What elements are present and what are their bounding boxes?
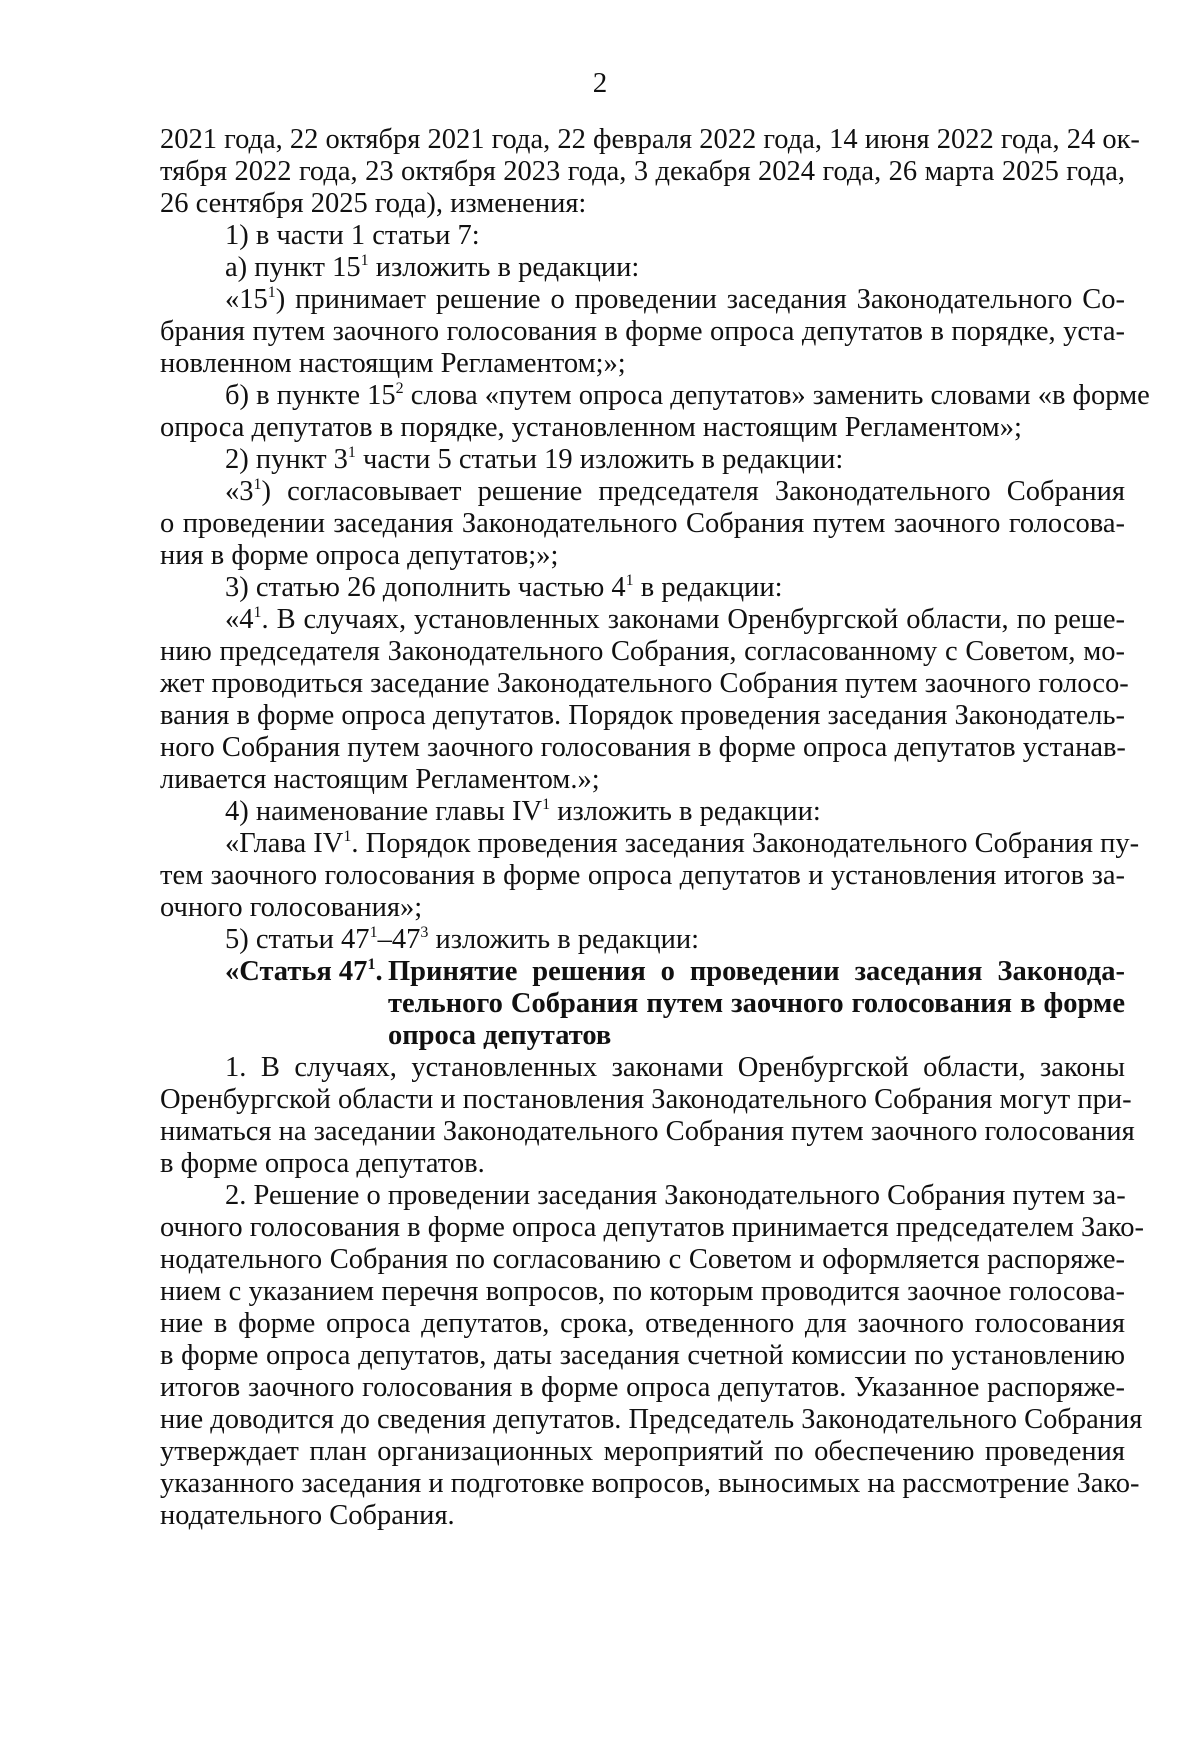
text-line: опроса депутатов в порядке, установленном настоящим Регламентом»; (160, 412, 1022, 443)
text-line: Оренбургской области и постановления Законодательного Собрания могут при- (160, 1084, 1132, 1115)
text-fragment: –47 (377, 924, 421, 955)
heading-line (160, 988, 1125, 1020)
text-line: итогов заочного голосования в форме опроса депутатов. Указанное распоряже- (160, 1372, 1125, 1403)
text-fragment: . (375, 956, 383, 987)
article-text (160, 1052, 1145, 1532)
text-fragment: б) в пункте 15 (225, 380, 396, 411)
superscript: 2 (395, 380, 404, 397)
text-fragment: ) принимает решение о проведении заседания Законодательного Со- (275, 284, 1125, 315)
text-fragment: «4 (225, 604, 254, 635)
text-line: тем заочного голосования в форме опроса депутатов и установления итогов за- (160, 860, 1125, 891)
text-line: жет проводиться заседание Законодательного Собрания путем заочного голосо- (160, 668, 1129, 699)
text-fragment: ) согласовывает решение председателя Законодательного Собрания (261, 476, 1125, 507)
text-fragment: . Порядок проведения заседания Законодательного Собрания пу- (351, 828, 1140, 859)
text-fragment: 2) пункт 3 (225, 444, 348, 475)
article-heading (160, 956, 1125, 1052)
text-fragment: «3 (225, 476, 254, 507)
article-number (160, 956, 388, 988)
text-line (160, 572, 1125, 604)
heading-line (160, 956, 1125, 988)
amendments-list (160, 124, 1150, 956)
heading-line (160, 1020, 1125, 1052)
text-line: ние в форме опроса депутатов, срока, отведенного для заочного голосования (160, 1308, 1125, 1339)
text-line (160, 444, 1125, 476)
text-line (160, 380, 1150, 412)
text-line: нием с указанием перечня вопросов, по которым проводится заочное голосова- (160, 1276, 1125, 1307)
superscript: 1 (253, 604, 262, 621)
page-number: 2 (592, 67, 608, 99)
superscript: 1 (347, 444, 356, 461)
text-line (160, 604, 1125, 636)
article-title-line: опроса депутатов (388, 1020, 612, 1051)
text-line: ния в форме опроса депутатов;»; (160, 540, 559, 571)
text-line: 26 сентября 2025 года), изменения: (160, 188, 587, 219)
text-line: нию председателя Законодательного Собрания, согласованному с Советом, мо- (160, 636, 1125, 667)
superscript: 1 (625, 572, 634, 589)
text-fragment: изложить в редакции: (428, 924, 700, 955)
text-line: брания путем заочного голосования в форме опроса депутатов в порядке, уста- (160, 316, 1125, 347)
text-fragment: 4) наименование главы IV (225, 796, 543, 827)
text-line (160, 476, 1125, 508)
superscript: 1 (253, 476, 262, 493)
text-fragment: а) пункт 15 (225, 252, 361, 283)
text-line: ливается настоящим Регламентом.»; (160, 764, 600, 795)
superscript: 1 (369, 924, 378, 941)
text-line: 2. Решение о проведении заседания Законодательного Собрания путем за- (225, 1180, 1126, 1211)
superscript: 1 (360, 252, 369, 269)
text-fragment: слова «путем опроса депутатов» заменить словами «в форме (403, 380, 1150, 411)
text-line: ниматься на заседании Законодательного Собрания путем заочного голосования (160, 1116, 1135, 1147)
text-fragment: «15 (225, 284, 268, 315)
text-line: в форме опроса депутатов, даты заседания счетной комиссии по установлению (160, 1340, 1125, 1371)
text-line: ного Собрания путем заочного голосования в форме опроса депутатов устанав- (160, 732, 1126, 763)
text-fragment: «Статья 47 (225, 956, 368, 987)
text-fragment: 3) статью 26 дополнить частью 4 (225, 572, 626, 603)
text-line: вания в форме опроса депутатов. Порядок проведения заседания Законодатель- (160, 700, 1125, 731)
article-title-line: Принятие решения о проведении заседания Законода- (388, 956, 1125, 987)
text-line: 1. В случаях, установленных законами Оренбургской области, законы (225, 1052, 1125, 1083)
heading-spacer (160, 1020, 388, 1052)
document-body (160, 124, 1150, 1532)
text-line: о проведении заседания Законодательного Собрания путем заочного голосова- (160, 508, 1125, 539)
text-fragment: изложить в редакции: (368, 252, 640, 283)
text-line (160, 924, 1125, 956)
text-line (160, 796, 1125, 828)
superscript: 1 (267, 284, 276, 301)
superscript: 1 (343, 828, 352, 845)
text-line: новленном настоящим Регламентом;»; (160, 348, 626, 379)
text-fragment: «Глава IV (225, 828, 344, 859)
superscript: 3 (420, 924, 429, 941)
text-line (160, 828, 1140, 860)
text-fragment: 5) статьи 47 (225, 924, 370, 955)
text-line: в форме опроса депутатов. (160, 1148, 485, 1179)
text-line: очного голосования в форме опроса депутатов принимается председателем Зако- (160, 1212, 1145, 1243)
text-line: ние доводится до сведения депутатов. Председатель Законодательного Собрания (160, 1404, 1143, 1435)
text-line: очного голосования»; (160, 892, 423, 923)
text-line: нодательного Собрания. (160, 1500, 455, 1531)
text-fragment: части 5 статьи 19 изложить в редакции: (355, 444, 844, 475)
text-line: 2021 года, 22 октября 2021 года, 22 февраля 2022 года, 14 июня 2022 года, 24 ок- (160, 124, 1140, 155)
text-line: 1) в части 1 статьи 7: (225, 220, 480, 251)
article-title-line: тельного Собрания путем заочного голосования в форме (388, 988, 1125, 1019)
superscript: 1 (367, 956, 376, 973)
text-fragment: в редакции: (633, 572, 783, 603)
text-line: утверждает план организационных мероприятий по обеспечению проведения (160, 1436, 1125, 1467)
text-fragment: . В случаях, установленных законами Оренбургской области, по реше- (261, 604, 1125, 635)
text-line (160, 284, 1125, 316)
text-line: указанного заседания и подготовке вопросов, выносимых на рассмотрение Зако- (160, 1468, 1140, 1499)
superscript: 1 (542, 796, 551, 813)
text-line (160, 252, 1125, 284)
text-fragment: изложить в редакции: (550, 796, 821, 827)
text-line: нодательного Собрания по согласованию с Советом и оформляется распоряже- (160, 1244, 1125, 1275)
text-line: тября 2022 года, 23 октября 2023 года, 3 декабря 2024 года, 26 марта 2025 года, (160, 156, 1125, 187)
heading-spacer (160, 988, 388, 1020)
